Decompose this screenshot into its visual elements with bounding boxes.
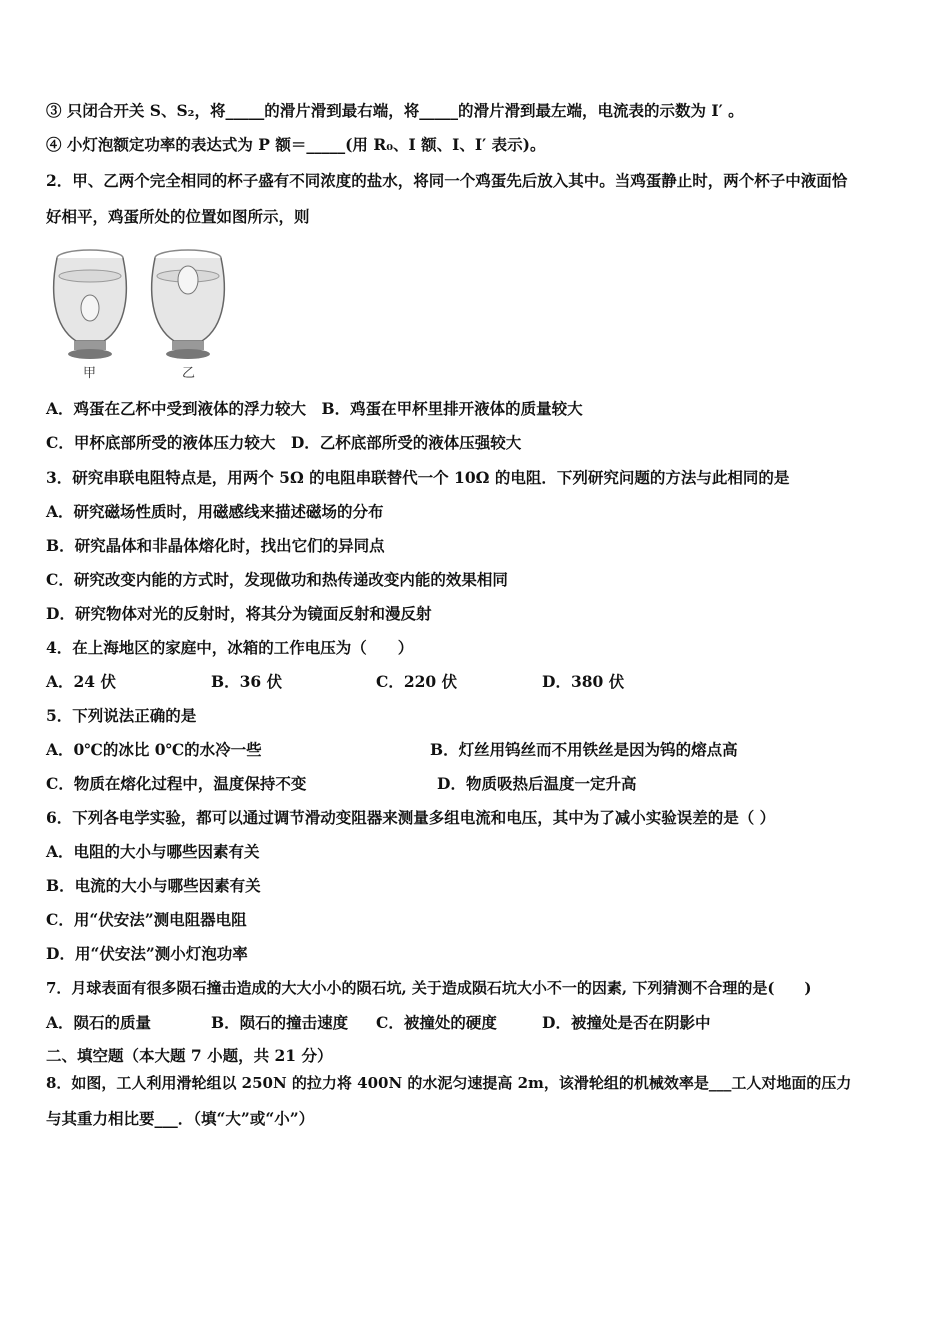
glass-yi [152,250,225,359]
question-7-option-c: C．被撞处的硬度 [376,1013,497,1032]
question-6: 6．下列各电学实验，都可以通过调节滑动变阻器来测量多组电流和电压，其中为了减小实验误差的是（ ） [46,808,776,827]
question-8-line2: 与其重力相比要___．（填“大”或“小”） [46,1109,315,1128]
question-6-option-b: B．电流的大小与哪些因素有关 [46,876,261,895]
question-8-line1: 8．如图，工人利用滑轮组以 250N 的拉力将 400N 的水泥匀速提高 2m，该滑轮组的机械效率是___工人对地面的压力 [46,1074,852,1092]
question-5-option-b: B．灯丝用钨丝而不用铁丝是因为钨的熔点高 [430,740,738,759]
text-line-step3: ③ 只闭合开关 S、S₂，将_____的滑片滑到最右端，将_____的滑片滑到最左端，电流表的示数为 I′ 。 [46,101,744,120]
question-4-option-a: A．24 伏 [46,672,116,691]
question-4-option-d: D．380 伏 [542,672,625,691]
question-2-options-ab: A．鸡蛋在乙杯中受到液体的浮力较大 B．鸡蛋在甲杯里排开液体的质量较大 [46,399,583,418]
question-5-option-d: D．物质吸热后温度一定升高 [437,774,637,793]
question-5: 5．下列说法正确的是 [46,706,197,725]
question-5-option-a: A．0℃的冰比 0℃的水冷一些 [46,740,262,759]
question-4-option-b: B．36 伏 [211,672,283,691]
question-6-option-d: D．用“伏安法”测小灯泡功率 [46,944,248,963]
question-7-option-b: B．陨石的撞击速度 [211,1013,349,1032]
question-3-option-c: C．研究改变内能的方式时，发现做功和热传递改变内能的效果相同 [46,570,508,589]
question-3: 3．研究串联电阻特点是，用两个 5Ω 的电阻串联替代一个 10Ω 的电阻．下列研究问题的方法与此相同的是 [46,468,790,487]
question-6-option-c: C．用“伏安法”测电阻器电阻 [46,910,247,929]
section-heading-fill-in: 二、填空题（本大题 7 小题，共 21 分） [46,1046,333,1065]
caption-yi: 乙 [182,366,196,381]
text-line-step4: ④ 小灯泡额定功率的表达式为 P 额＝_____(用 R₀、I 额、I、I′ 表示)。 [46,135,546,154]
question-7-option-d: D．被撞处是否在阴影中 [542,1013,711,1032]
glasses-egg-figure [48,246,228,381]
glass-jia [54,250,127,359]
question-6-option-a: A．电阻的大小与哪些因素有关 [46,842,260,861]
question-5-option-c: C．物质在熔化过程中，温度保持不变 [46,774,307,793]
glasses-illustration [48,246,228,381]
question-7-option-a: A．陨石的质量 [46,1013,152,1032]
question-3-option-d: D．研究物体对光的反射时，将其分为镜面反射和漫反射 [46,604,432,623]
question-2-line1: 2．甲、乙两个完全相同的杯子盛有不同浓度的盐水，将同一个鸡蛋先后放入其中。当鸡蛋静止时，两个杯子中液面恰 [46,171,848,190]
question-4: 4．在上海地区的家庭中，冰箱的工作电压为（ ） [46,638,414,657]
question-4-option-c: C．220 伏 [376,672,458,691]
question-7: 7．月球表面有很多陨石撞击造成的大大小小的陨石坑, 关于造成陨石坑大小不一的因素, 下列猜测不合理的是( ) [46,979,812,997]
question-2-options-cd: C．甲杯底部所受的液体压力较大 D．乙杯底部所受的液体压强较大 [46,433,522,452]
question-3-option-a: A．研究磁场性质时，用磁感线来描述磁场的分布 [46,502,384,521]
question-2-line2: 好相平，鸡蛋所处的位置如图所示，则 [46,207,310,226]
question-3-option-b: B．研究晶体和非晶体熔化时，找出它们的异同点 [46,536,385,555]
caption-jia: 甲 [83,366,97,381]
